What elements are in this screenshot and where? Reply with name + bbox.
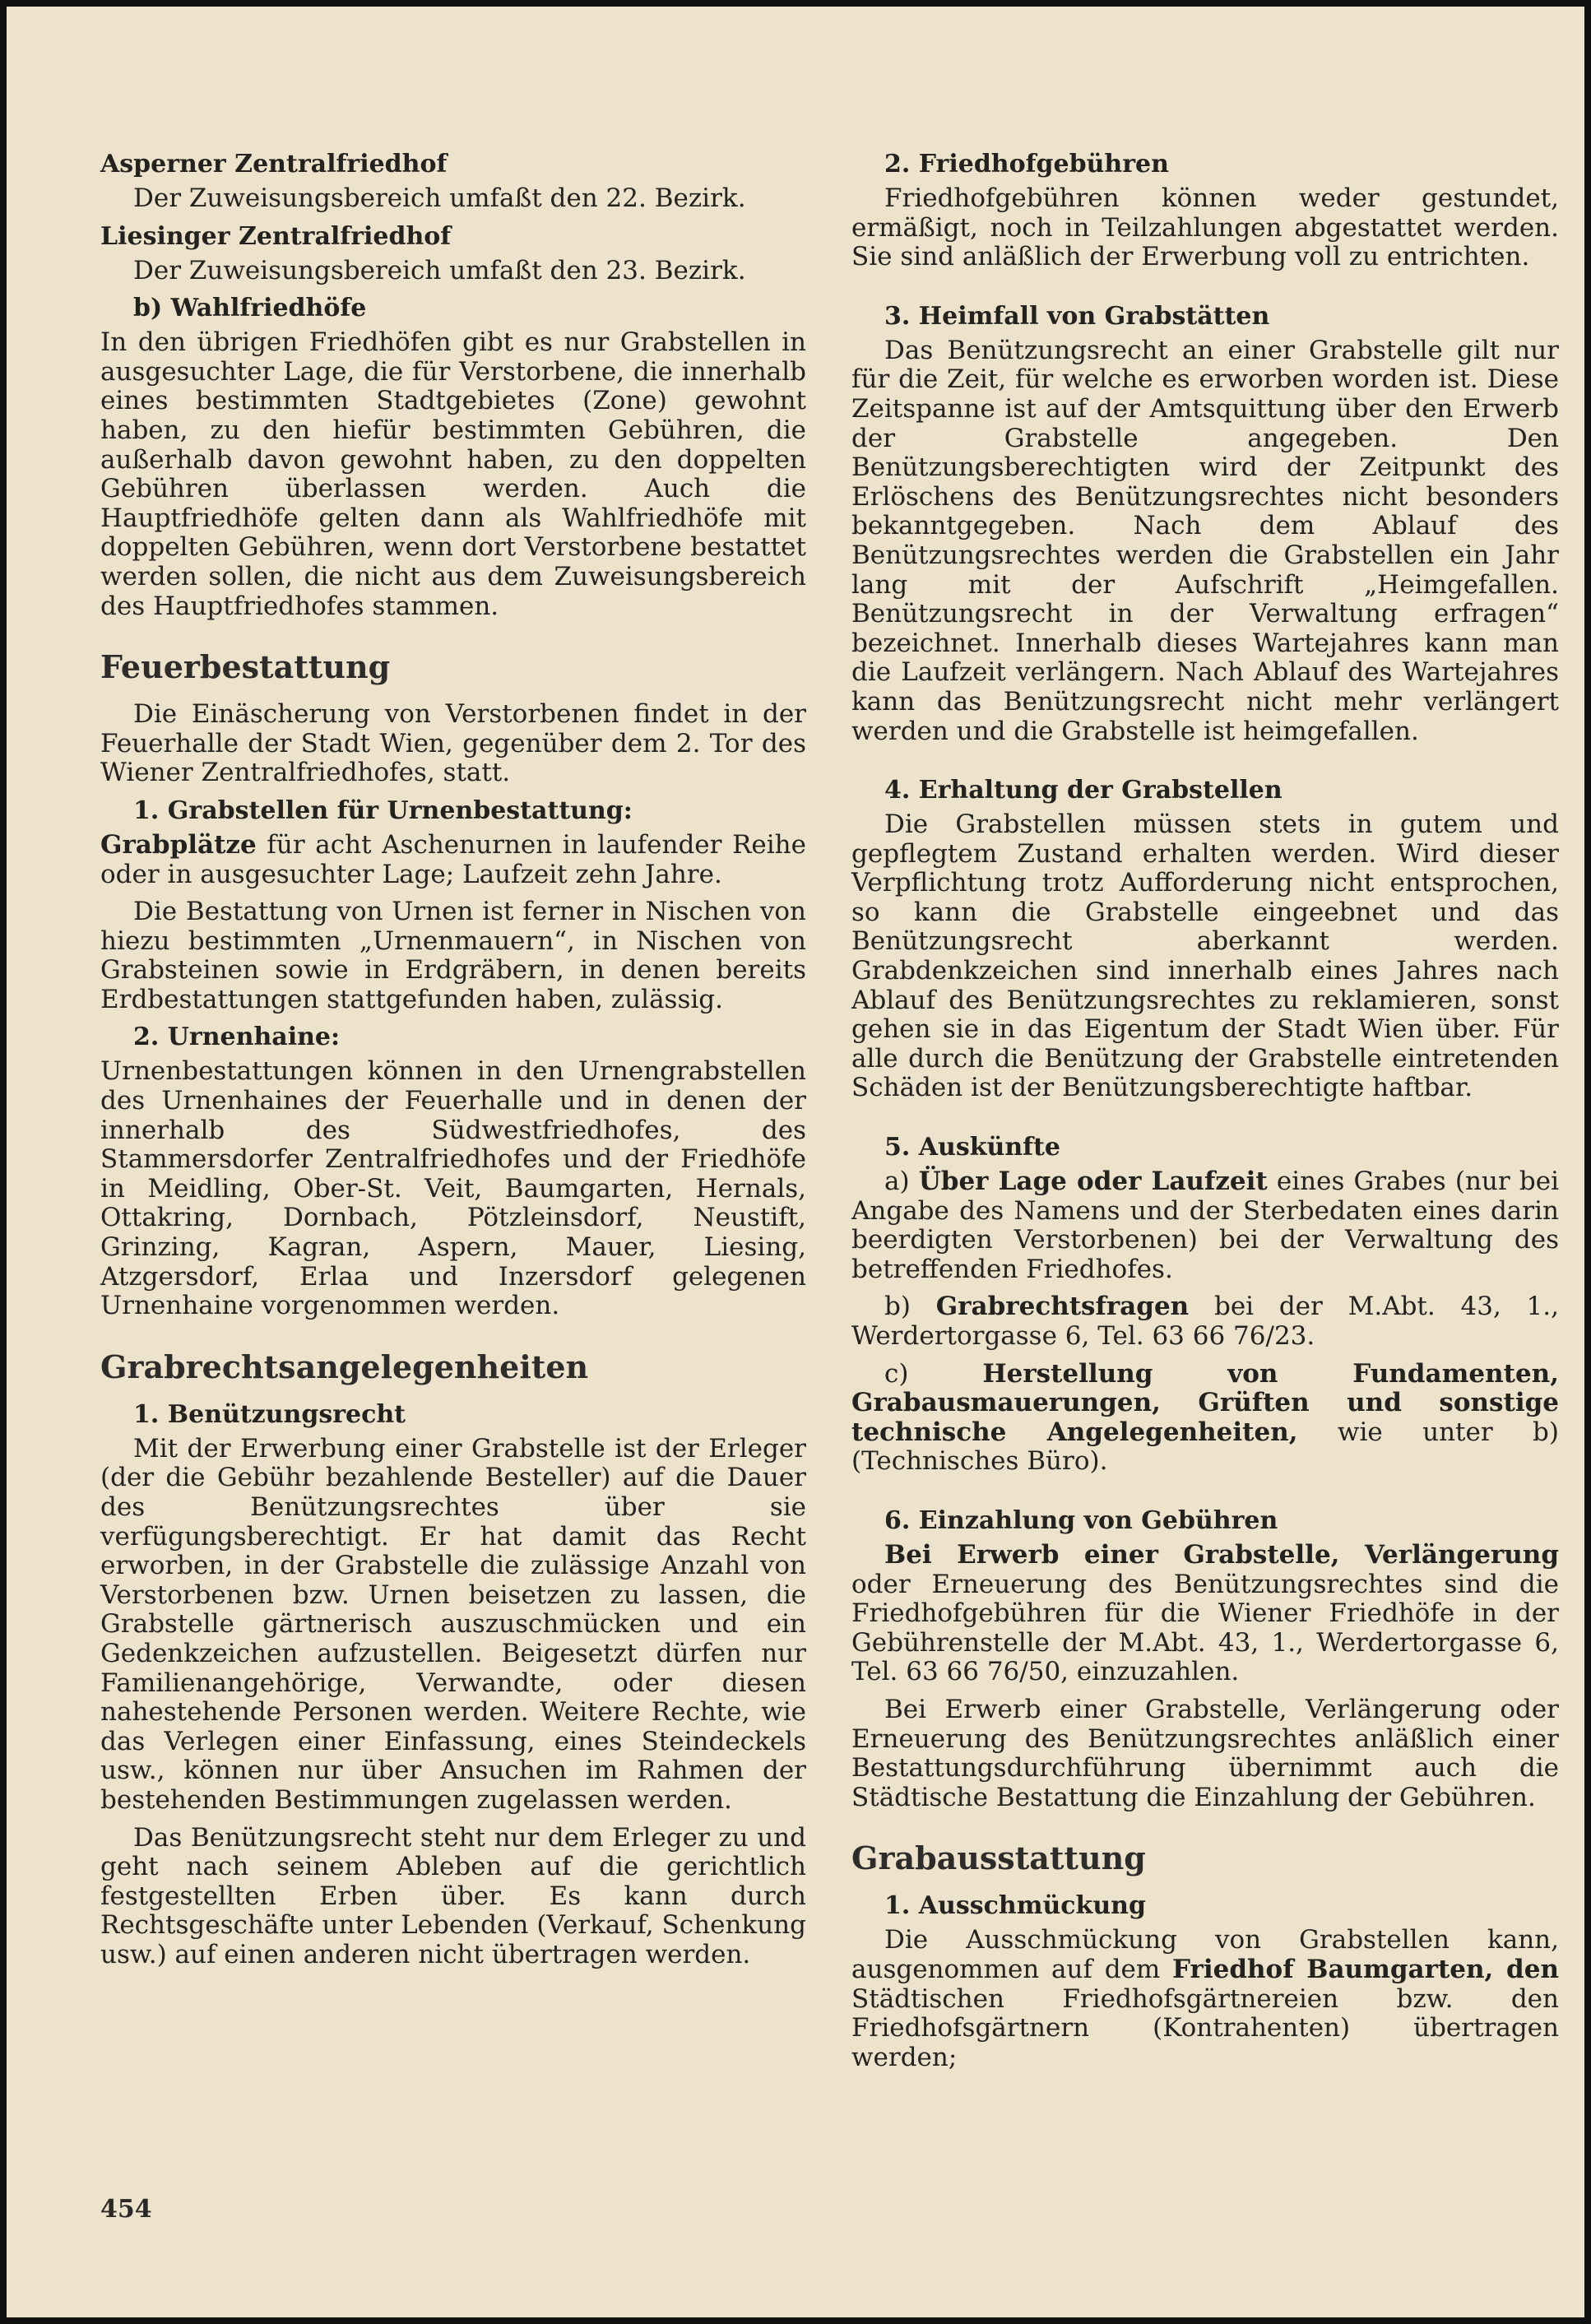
page-number: 454 bbox=[100, 2195, 152, 2224]
wahlfriedhoefe-heading: b) Wahlfriedhöfe bbox=[133, 294, 367, 323]
auskunft-b-bold: Grabrechtsfragen bbox=[935, 1292, 1190, 1322]
feuerbestattung-title: Feuerbestattung bbox=[100, 648, 391, 686]
spacer bbox=[851, 754, 1559, 772]
document-page bbox=[7, 7, 1584, 2317]
gebuehren-text: Friedhofgebühren können weder gestundet, ermäßigt, noch in Teilzahlungen abgestattet werden. Sie sind anläßlich der Erwerbung voll zu entrichten. bbox=[851, 183, 1559, 272]
spacer bbox=[851, 1111, 1559, 1130]
gebuehren-heading: 2. Friedhofgebühren bbox=[884, 150, 1169, 179]
feuerbestattung-text: Die Einäscherung von Verstorbenen findet in der Feuerhalle der Stadt Wien, gegenüber dem 2. Tor des Wiener Zentralfriedhofes, statt. bbox=[100, 699, 806, 788]
auskunft-a-prefix: a) bbox=[884, 1167, 919, 1197]
benutzungsrecht-text2: Das Benützungsrecht steht nur dem Erleger zu und geht nach seinem Ableben auf die gerichtlich festgestellten Erben über. Es kann durch Rechtsgeschäfte unter Lebenden (Verkauf, Schenkung usw.) auf einen anderen nicht übertragen werden. bbox=[100, 1822, 806, 1969]
asperner-text: Der Zuweisungsbereich umfaßt den 22. Bezirk. bbox=[133, 183, 746, 213]
liesinger-heading: Liesinger Zentralfriedhof bbox=[100, 221, 452, 251]
grabausstattung-title: Grabausstattung bbox=[851, 1839, 1146, 1877]
auskunft-a-rest: eines Grabes (nur bei Angabe des Namens und der Sterbedaten eines darin beerdigten Verstorbenen) bei der Verwaltung des betreffenden Friedhofes. bbox=[851, 1167, 1559, 1284]
auskunft-b-prefix: b) bbox=[884, 1292, 936, 1322]
auskunft-c-prefix: c) bbox=[884, 1358, 983, 1389]
ausschmueckung-heading: 1. Ausschmückung bbox=[884, 1891, 1146, 1921]
erhaltung-heading: 4. Erhaltung der Grabstellen bbox=[884, 776, 1283, 805]
auskunft-c-rest: wie unter b) (Technisches Büro). bbox=[851, 1417, 1559, 1477]
spacer bbox=[851, 281, 1559, 299]
spacer bbox=[851, 1485, 1559, 1503]
auskunft-b bbox=[851, 1292, 1559, 1351]
einzahlung-text2: Bei Erwerb einer Grabstelle, Verlängerung oder Erneuerung des Benützungsrechtes anläßlich einer Bestattungsdurchführung übernimmt auch die Städtische Bestattung die Einzahlung der Gebühren. bbox=[851, 1694, 1559, 1812]
asperner-heading: Asperner Zentralfriedhof bbox=[100, 150, 448, 179]
einzahlung-heading: 6. Einzahlung von Gebühren bbox=[884, 1505, 1278, 1535]
benutzungsrecht-heading: 1. Benützungsrecht bbox=[133, 1399, 406, 1429]
ausschmueckung-bold: Friedhof Baumgarten, bbox=[1172, 1954, 1494, 1984]
auskunft-a-bold: Über Lage oder Laufzeit bbox=[918, 1167, 1268, 1197]
auskuenfte-heading: 5. Auskünfte bbox=[884, 1133, 1060, 1162]
urnen1-rest: für acht Aschenurnen in laufender Reihe oder in ausgesuchter Lage; Laufzeit zehn Jahre. bbox=[100, 829, 806, 889]
left-column bbox=[100, 146, 806, 1978]
urnen1-heading: 1. Grabstellen für Urnenbestattung: bbox=[133, 796, 633, 825]
einzahlung-rest: oder Erneuerung des Benützungsrechtes sind die Friedhofgebühren für die Wiener Friedhöfe in der Gebührenstelle der M.Abt. 43, 1., Werdertorgasse 6, Tel. 63 66 76/50, einzuzahlen. bbox=[851, 1569, 1559, 1687]
einzahlung-text1 bbox=[851, 1541, 1559, 1687]
heimfall-heading: 3. Heimfall von Grabstätten bbox=[884, 301, 1270, 331]
benutzungsrecht-text: Mit der Erwerbung einer Grabstelle ist der Erleger (der die Gebühr bezahlende Besteller) auf die Dauer des Benützungsrechtes über sie verfügungsberechtigt. Er hat damit das Recht erworben, in der Grabstelle die zulässige Anzahl von Verstorbenen bzw. Urnen beisetzen zu lassen, die Grabstelle gärtnerisch auszuschmücken und ein Gedenkzeichen aufzustellen. Beigesetzt dürfen nur Familienangehörige, Verwandte, oder diesen nahestehende Personen werden. Weitere Rechte, wie das Verlegen einer Einfassung, eines Steindeckels usw., können nur über Ansuchen im Rahmen der bestehenden Bestimmungen zugelassen werden. bbox=[100, 1433, 806, 1815]
right-column bbox=[851, 146, 1559, 2080]
wahlfriedhoefe-text: In den übrigen Friedhöfen gibt es nur Grabstellen in ausgesuchter Lage, die für Verstorbene, die innerhalb eines bestimmten Stadtgebietes (Zone) gewohnt haben, zu den hiefür bestimmten Gebühren, die außerhalb davon gewohnt haben, zu den doppelten Gebühren überlassen werden. Auch die Hauptfriedhöfe gelten dann als Wahlfriedhöfe mit doppelten Gebühren, wenn dort Verstorbene bestattet werden sollen, die nicht aus dem Zuweisungsbereich des Hauptfriedhofes stammen. bbox=[100, 327, 806, 621]
einzahlung-bold: Bei Erwerb einer Grabstelle, Verlängerung bbox=[884, 1539, 1559, 1570]
ausschmueckung-text bbox=[851, 1926, 1559, 2072]
liesinger-text: Der Zuweisungsbereich umfaßt den 23. Bezirk. bbox=[133, 255, 746, 285]
auskunft-c-bold: Herstellung von Fundamenten, Grabausmauerungen, Grüften und sonstige technische Angelegenheiten, bbox=[851, 1358, 1560, 1447]
urnen1-text2: Die Bestattung von Urnen ist ferner in Nischen von hiezu bestimmten „Urnenmauern“, in Nischen von Grabsteinen sowie in Erdgräbern, in denen bereits Erdbestattungen stattgefunden haben, zulässig. bbox=[100, 897, 806, 1014]
urnen1-text bbox=[100, 831, 806, 889]
auskunft-b-rest: bei der M.Abt. 43, 1., Werdertorgasse 6, Tel. 63 66 76/23. bbox=[851, 1292, 1559, 1351]
urnen2-text: Urnenbestattungen können in den Urnengrabstellen des Urnenhaines der Feuerhalle und in denen der innerhalb des Südwestfriedhofes, des Stammersdorfer Zentralfriedhofes und der Friedhöfe in Meidling, Ober-St. Veit, Baumgarten, Hernals, Ottakring, Dornbach, Pötzleinsdorf, Neustift, Grinzing, Kagran, Aspern, Mauer, Liesing, Atzgersdorf, Erlaa und Inzersdorf gelegenen Urnenhaine vorgenommen werden. bbox=[100, 1056, 806, 1321]
urnen2-heading: 2. Urnenhaine: bbox=[133, 1023, 341, 1052]
urnen1-bold: Grabplätze bbox=[100, 829, 257, 860]
auskunft-c bbox=[851, 1360, 1559, 1477]
ausschmueckung-start: Die Ausschmückung von Grabstellen kann, ausgenommen auf dem bbox=[851, 1925, 1559, 1984]
ausschmueckung-end: Städtischen Friedhofsgärtnereien bzw. den Friedhofsgärtnern (Kontrahenten) übertragen werden; bbox=[851, 1983, 1559, 2072]
erhaltung-text: Die Grabstellen müssen stets in gutem und gepflegtem Zustand erhalten werden. Wird dieser Verpflichtung trotz Aufforderung nicht entsprochen, so kann die Grabstelle eingeebnet und das Benützungsrecht aberkannt werden. Grabdenkzeichen sind innerhalb eines Jahres nach Ablauf des Benützungsrechtes zu reklamieren, sonst gehen sie in das Eigentum der Stadt Wien über. Für alle durch die Benützung der Grabstelle eintretenden Schäden ist der Benützungsberechtigte haftbar. bbox=[851, 809, 1559, 1103]
heimfall-text: Das Benützungsrecht an einer Grabstelle gilt nur für die Zeit, für welche es erworben worden ist. Diese Zeitspanne ist auf der Amtsquittung über den Erwerb der Grabstelle angegeben. Den Benützungsberechtigten wird der Zeitpunkt des Erlöschens des Benützungsrechtes nicht besonders bekanntgegeben. Nach dem Ablauf des Benützungsrechtes werden die Grabstellen ein Jahr lang mit der Aufschrift „Heimgefallen. Benützungsrecht in der Verwaltung erfragen“ bezeichnet. Innerhalb dieses Wartejahres kann man die Laufzeit verlängern. Nach Ablauf des Wartejahres kann das Benützungsrecht nicht mehr verlängert werden und die Grabstelle ist heimgefallen. bbox=[851, 335, 1559, 746]
auskunft-a bbox=[851, 1167, 1559, 1284]
ausschmueckung-bold2: den bbox=[1493, 1954, 1559, 1984]
grabrecht-title: Grabrechtsangelegenheiten bbox=[100, 1348, 589, 1385]
